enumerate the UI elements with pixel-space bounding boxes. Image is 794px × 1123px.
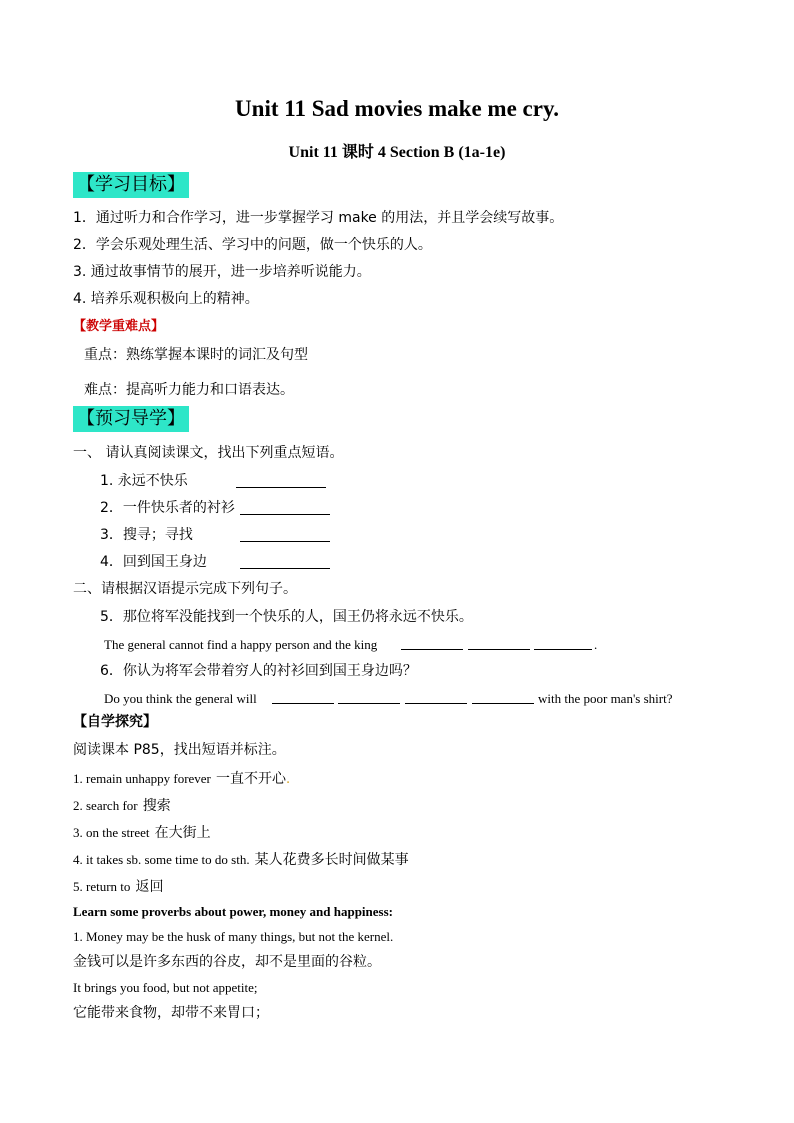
- study-item-cn: 搜索: [142, 798, 171, 814]
- focus-point: 重点：熟练掌握本课时的词汇及句型: [84, 347, 308, 363]
- q5-blank-2[interactable]: [468, 636, 530, 650]
- q5-period: .: [594, 637, 598, 652]
- study-item-2: [73, 795, 171, 815]
- goal-item-1: 1．通过听力和合作学习，进一步掌握学习 make 的用法，并且学会续写故事。: [73, 210, 564, 226]
- study-item-en: 5. return to: [73, 879, 131, 894]
- study-item-cn: 一直不开心: [215, 771, 286, 787]
- key-points-heading: 【教学重难点】: [73, 319, 165, 334]
- self-study-intro: 阅读课本 P85，找出短语并标注。: [73, 742, 286, 758]
- study-item-en: 1. remain unhappy forever: [73, 771, 211, 786]
- proverbs-heading: Learn some proverbs about power, money and happiness:: [73, 904, 393, 919]
- proverb-1-english: 1. Money may be the husk of many things, but not the kernel.: [73, 929, 394, 944]
- study-item-cn: 返回: [135, 879, 164, 895]
- study-item-en: 2. search for: [73, 798, 138, 813]
- q5-blank-3[interactable]: [534, 636, 592, 650]
- study-item-cn: 某人花费多长时间做某事: [254, 852, 409, 868]
- part2-intro: 二、请根据汉语提示完成下列句子。: [73, 581, 297, 597]
- q6-blank-1[interactable]: [272, 690, 334, 704]
- study-item-1: [73, 768, 290, 788]
- q6-blank-2[interactable]: [338, 690, 400, 704]
- study-item-en: 4. it takes sb. some time to do sth.: [73, 852, 250, 867]
- q5-chinese: 5．那位将军没能找到一个快乐的人，国王仍将永远不快乐。: [100, 609, 473, 625]
- answer-blank-2[interactable]: [240, 500, 330, 515]
- answer-blank-3[interactable]: [240, 527, 330, 542]
- goals-heading: 【学习目标】: [73, 172, 189, 198]
- page-title: Unit 11 Sad movies make me cry.: [235, 96, 559, 121]
- proverb-2-english: It brings you food, but not appetite;: [73, 980, 258, 995]
- phrase-4: 4．回到国王身边: [100, 554, 207, 570]
- study-item-en: 3. on the street: [73, 825, 150, 840]
- proverb-2-chinese: 它能带来食物，却带不来胃口；: [73, 1005, 269, 1021]
- lesson-subtitle: Unit 11 课时 4 Section B (1a-1e): [288, 144, 506, 161]
- study-item-3: [73, 822, 211, 842]
- study-item-cn: 在大街上: [154, 825, 211, 841]
- q6-english: Do you think the general will: [104, 691, 257, 706]
- q6-chinese: 6．你认为将军会带着穷人的衬衫回到国王身边吗？: [100, 663, 417, 679]
- study-item-end: .: [285, 772, 291, 787]
- q5-english: The general cannot find a happy person and the king: [104, 637, 378, 652]
- part1-intro: 一、 请认真阅读课文，找出下列重点短语。: [73, 445, 344, 461]
- goal-item-2: 2．学会乐观处理生活、学习中的问题，做一个快乐的人。: [73, 237, 432, 253]
- goal-item-4: 4. 培养乐观积极向上的精神。: [73, 291, 259, 307]
- phrase-2: 2．一件快乐者的衬衫: [100, 500, 235, 516]
- q6-blank-3[interactable]: [405, 690, 467, 704]
- answer-blank-4[interactable]: [240, 554, 330, 569]
- study-item-5: [73, 876, 164, 896]
- q6-blank-4[interactable]: [472, 690, 534, 704]
- answer-blank-1[interactable]: [236, 473, 326, 488]
- phrase-1: 1. 永远不快乐: [100, 473, 188, 489]
- goal-item-3: 3. 通过故事情节的展开，进一步培养听说能力。: [73, 264, 371, 280]
- proverb-1-chinese: 金钱可以是许多东西的谷皮，却不是里面的谷粒。: [73, 954, 381, 970]
- preview-heading: 【预习导学】: [73, 406, 189, 432]
- difficulty-point: 难点：提高听力能力和口语表达。: [84, 382, 294, 398]
- q6-ending: with the poor man's shirt?: [538, 691, 673, 706]
- study-item-4: [73, 849, 409, 869]
- phrase-3: 3．搜寻；寻找: [100, 527, 193, 543]
- self-study-heading: 【自学探究】: [73, 714, 157, 730]
- q5-blank-1[interactable]: [401, 636, 463, 650]
